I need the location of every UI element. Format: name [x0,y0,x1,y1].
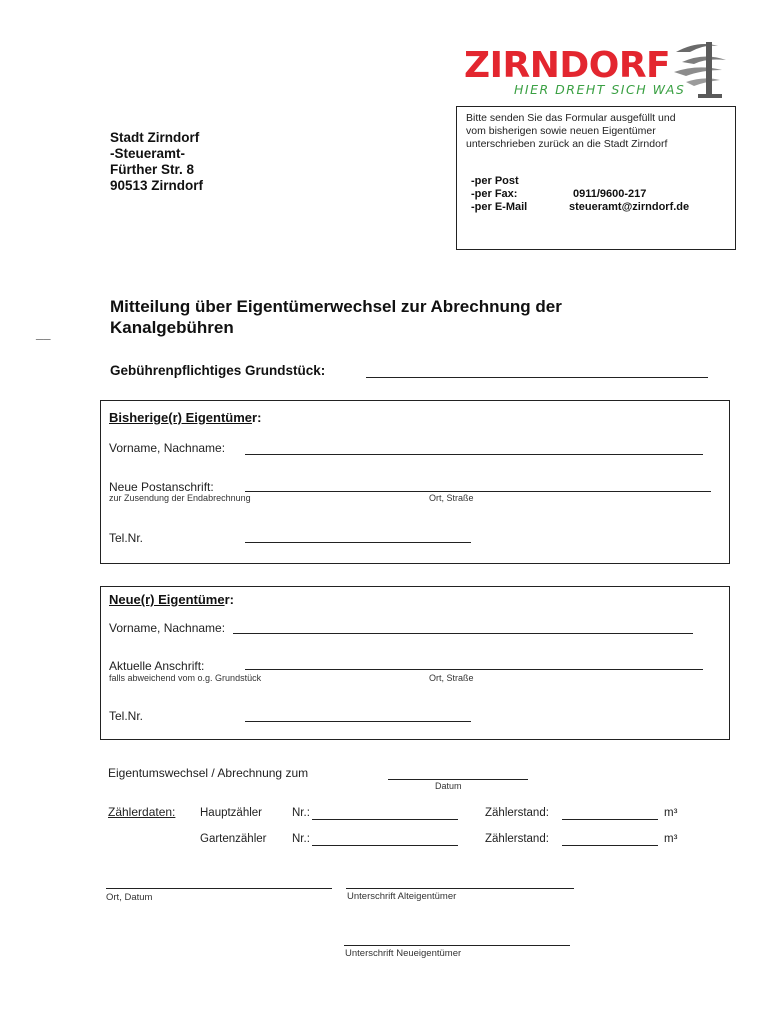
address-line: 90513 Zirndorf [110,178,204,193]
method-post: -per Post [471,175,519,187]
meter-type: Gartenzähler [200,833,267,845]
property-label: Gebührenpflichtiges Grundstück: [110,363,326,378]
old-owner-signature-caption: Unterschrift Alteigentümer [347,891,457,902]
address-hint-right: Ort, Straße [429,673,474,683]
meter-type: Hauptzähler [200,807,263,819]
date-caption: Datum [435,781,462,791]
city-logo [462,38,737,100]
place-date-caption: Ort, Datum [106,892,153,903]
meter-reading-input-line[interactable] [562,819,658,820]
logo-brand-text: ZIRNDORF [464,45,671,86]
heading-tail: r: [252,410,262,425]
address-hint: falls abweichend vom o.g. Grundstück [109,673,262,683]
meter-unit: m³ [664,807,678,819]
new-owner-heading [109,591,234,609]
fax-number: 0911/9600-217 [573,188,647,200]
new-owner-signature-caption: Unterschrift Neueigentümer [345,948,462,959]
meter-nr-input-line[interactable] [312,819,458,820]
address-input-line[interactable] [245,669,703,670]
new-owner-signature-line[interactable] [344,945,570,946]
new-owner-section [100,586,730,740]
instruction-line: unterschrieben zurück an die Stadt Zirndorf [466,138,668,150]
address-line: Stadt Zirndorf [110,130,200,145]
form-title [110,296,562,338]
email-address: steueramt@zirndorf.de [569,201,690,213]
phone-input-line[interactable] [245,721,471,722]
meter-reading-label: Zählerstand: [485,807,549,819]
previous-owner-heading [109,409,261,427]
name-input-line[interactable] [245,454,703,455]
change-date-label: Eigentumswechsel / Abrechnung zum [108,766,309,780]
name-label: Vorname, Nachname: [109,441,226,455]
meter-data-label: Zählerdaten: [108,805,176,819]
property-input-line[interactable] [366,377,708,378]
name-input-line[interactable] [233,633,693,634]
phone-input-line[interactable] [245,542,471,543]
phone-label: Tel.Nr. [109,531,144,545]
address-line: Fürther Str. 8 [110,162,195,177]
title-line: Mitteilung über Eigentümerwechsel zur Abrechnung der [110,297,562,316]
logo-slogan: HIER DREHT SICH WAS [514,82,686,97]
meter-nr-input-line[interactable] [312,845,458,846]
address-line: -Steueramt- [110,146,186,161]
address-label: Neue Postanschrift: [109,480,214,494]
margin-dash: __ [36,326,51,341]
phone-label: Tel.Nr. [109,709,144,723]
method-email: -per E-Mail [471,201,528,213]
meter-unit: m³ [664,833,678,845]
place-date-input-line[interactable] [106,888,332,889]
heading-underlined: Neue(r) Eigentüme [109,592,225,607]
instruction-line: Bitte senden Sie das Formular ausgefüllt und [466,112,676,124]
title-line: Kanalgebühren [110,318,234,337]
method-fax: -per Fax: [471,188,518,200]
heading-tail: r: [224,592,234,607]
meter-reading-input-line[interactable] [562,845,658,846]
meter-nr-label: Nr.: [292,807,310,819]
old-owner-signature-line[interactable] [346,888,574,889]
instructions-text [466,112,676,151]
name-label: Vorname, Nachname: [109,621,226,635]
send-methods [471,175,527,214]
meter-nr-label: Nr.: [292,833,310,845]
change-date-input-line[interactable] [388,779,528,780]
instruction-line: vom bisherigen sowie neuen Eigentümer [466,125,656,137]
address-hint: zur Zusendung der Endabrechnung [109,493,251,503]
address-hint-right: Ort, Straße [429,493,474,503]
address-input-line[interactable] [245,491,711,492]
meter-reading-label: Zählerstand: [485,833,549,845]
address-label: Aktuelle Anschrift: [109,659,205,673]
recipient-address [110,130,203,194]
heading-underlined: Bisherige(r) Eigentüme [109,410,253,425]
previous-owner-section [100,400,730,564]
instructions-box [456,106,736,250]
